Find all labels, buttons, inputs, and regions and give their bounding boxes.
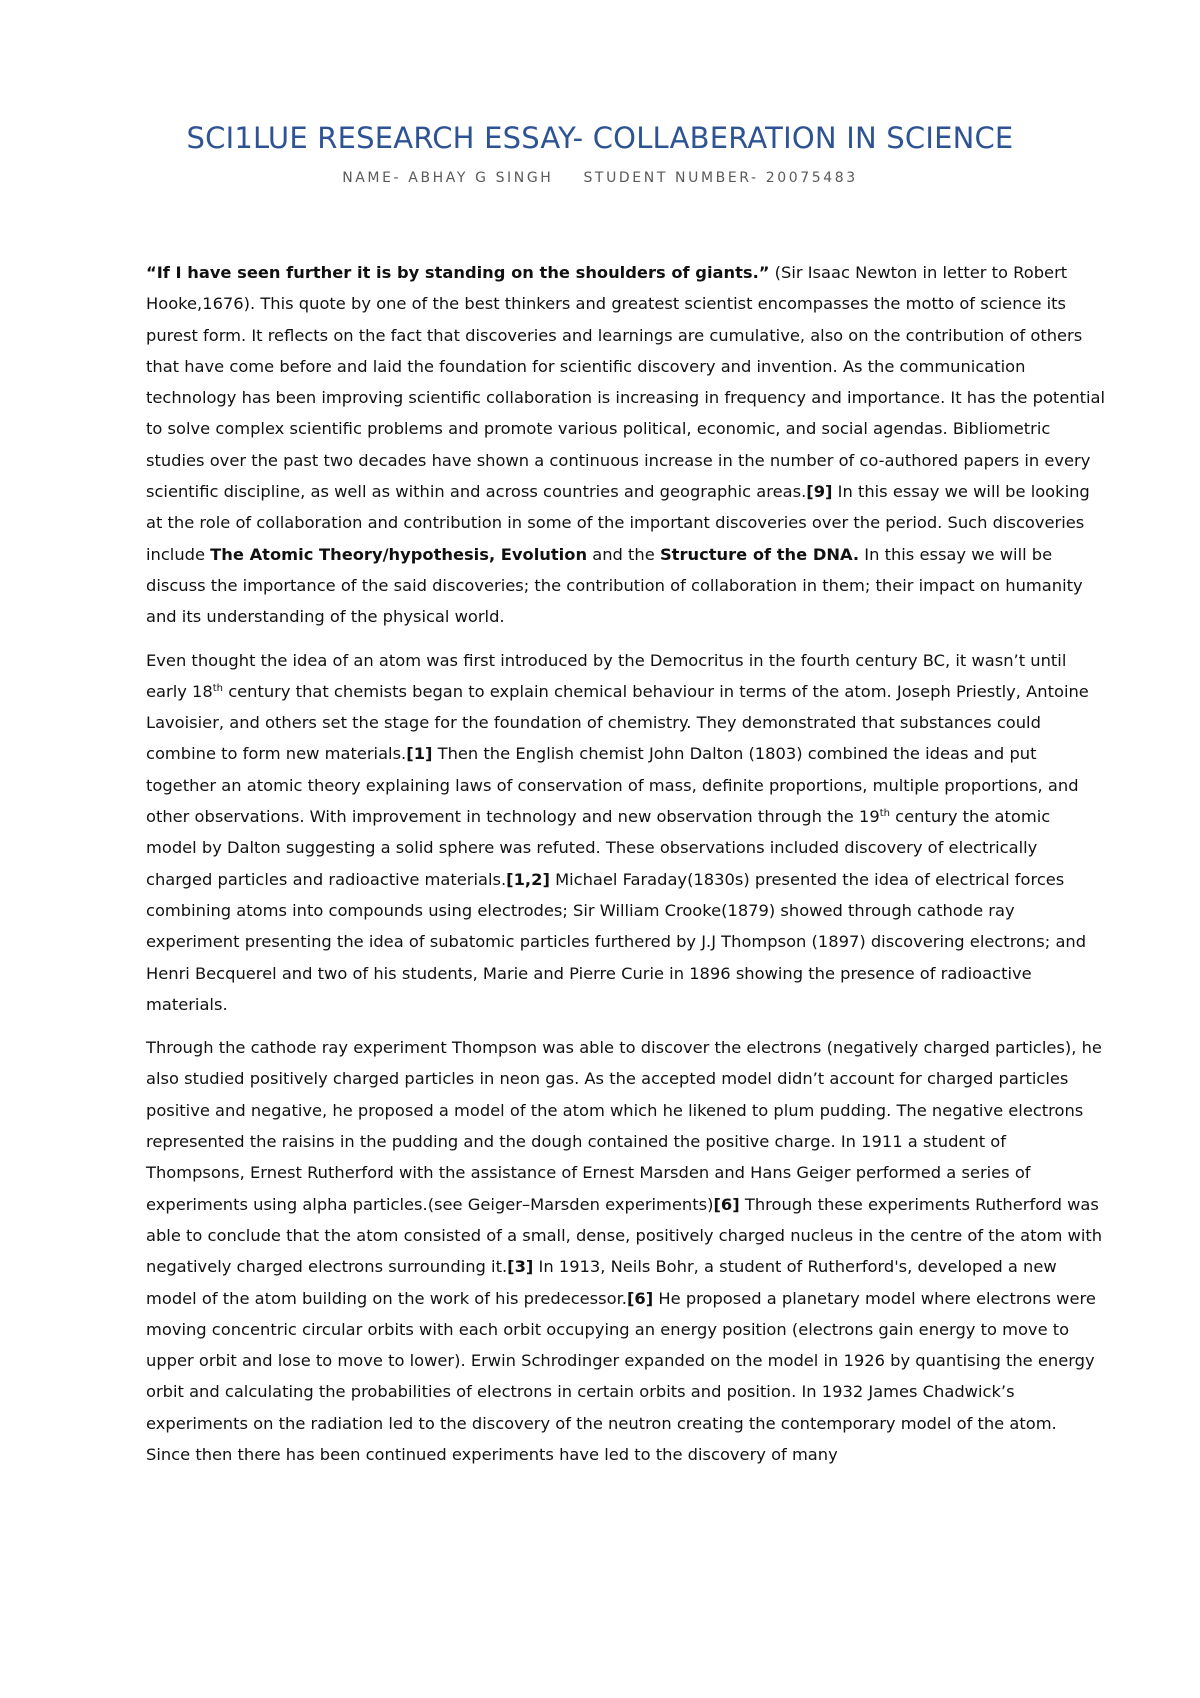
- superscript: th: [212, 682, 224, 694]
- paragraph-text: Through these experiments Rutherford was able to conclude that the atom consisted of a small, dense, positively charged nucleus in the centre of the atom with negatively charged electrons surrounding it.: [146, 1194, 1103, 1277]
- student-number: STUDENT NUMBER- 20075483: [583, 170, 858, 186]
- newton-quote: “If I have seen further it is by standing on the shoulders of giants.”: [146, 263, 770, 282]
- paragraph-atomic-theory: [146, 645, 1106, 1021]
- superscript: th: [879, 808, 890, 820]
- paragraph-text: century the atomic model by Dalton suggesting a solid sphere was refuted. These observations included discovery of electrically charged particles and radioactive materials.: [146, 807, 1051, 889]
- citation: [6]: [626, 1288, 654, 1308]
- paragraph-text: In this essay we will be looking at the role of collaboration and contribution in some of the important discoveries over the period. Such discoveries include: [146, 482, 1090, 564]
- citation: [3]: [507, 1257, 534, 1277]
- author-name: NAME- ABHAY G SINGH: [342, 170, 554, 186]
- paragraph-text: Even thought the idea of an atom was first introduced by the Democritus in the fourth century BC, it wasn’t until early 18: [146, 650, 1067, 701]
- paragraph-text: and the: [587, 544, 660, 564]
- paragraph-text: In 1913, Neils Bohr, a student of Rutherford's, developed a new model of the atom building on the work of his predecessor.: [146, 1257, 1057, 1308]
- emphasis-text: Structure of the DNA.: [659, 544, 860, 564]
- document-title: SCI1LUE RESEARCH ESSAY- COLLABERATION IN SCIENCE: [186, 121, 1014, 155]
- citation: [6]: [713, 1194, 740, 1214]
- paragraph-text: century that chemists began to explain chemical behaviour in terms of the atom. Joseph Priestly, Antoine Lavoisier, and others set the stage for the foundation of chemistry. They demonstrated that substances could combine to form new materials.: [146, 681, 1089, 764]
- citation: [9]: [806, 482, 833, 502]
- paragraph-text: (Sir Isaac Newton in letter to Robert Hooke,1676). This quote by one of the best thinkers and greatest scientist encompasses the motto of science its purest form. It reflects on the fact that discoveries and learnings are cumulative, also on the contribution of others that have come before and laid the foundation for scientific discovery and invention. As the communication technology has been improving scientific collaboration is increasing in frequency and importance. It has the potential to solve complex scientific problems and promote various political, economic, and social agendas. Bibliometric studies over the past two decades have shown a continuous increase in the number of co-authored papers in every scientific discipline, as well as within and across countries and geographic areas.: [146, 263, 1106, 502]
- paragraph-text: Michael Faraday(1830s) presented the idea of electrical forces combining atoms into compounds using electrodes; Sir William Crooke(1879) showed through cathode ray experiment presenting the idea of subatomic particles furthered by J.J Thompson (1897) discovering electrons; and Henri Becquerel and two of his students, Marie and Pierre Curie in 1896 showing the presence of radioactive materials.: [146, 869, 1087, 1014]
- paragraph-atom-models: [146, 1032, 1106, 1470]
- essay-body: [146, 257, 1106, 1482]
- paragraph-text: He proposed a planetary model where electrons were moving concentric circular orbits with each orbit occupying an energy position (electrons gain energy to move to upper orbit and lose to move to lower). Erwin Schrodinger expanded on the model in 1926 by quantising the energy orbit and calculating the probabilities of electrons in certain orbits and position. In 1932 James Chadwick’s experiments on the radiation led to the discovery of the neutron creating the contemporary model of the atom. Since then there has been continued experiments have led to the discovery of many: [146, 1288, 1096, 1464]
- paragraph-intro: [146, 257, 1106, 633]
- paragraph-text: Then the English chemist John Dalton (1803) combined the ideas and put together an atomic theory explaining laws of conservation of mass, definite proportions, multiple proportions, and other observations. With improvement in technology and new observation through the 19: [146, 744, 1079, 827]
- citation: [1,2]: [506, 869, 550, 889]
- emphasis-text: The Atomic Theory/hypothesis, Evolution: [210, 544, 588, 564]
- paragraph-text: Through the cathode ray experiment Thompson was able to discover the electrons (negatively charged particles), he also studied positively charged particles in neon gas. As the accepted model didn’t account for charged particles positive and negative, he proposed a model of the atom which he likened to plum pudding. The negative electrons represented the raisins in the pudding and the dough contained the positive charge. In 1911 a student of Thompsons, Ernest Rutherford with the assistance of Ernest Marsden and Hans Geiger performed a series of experiments using alpha particles.(see Geiger–Marsden experiments): [146, 1038, 1102, 1214]
- author-info: [0, 170, 1200, 186]
- citation: [1]: [406, 744, 433, 764]
- paragraph-text: In this essay we will be discuss the importance of the said discoveries; the contribution of collaboration in them; their impact on humanity and its understanding of the physical world.: [146, 544, 1083, 627]
